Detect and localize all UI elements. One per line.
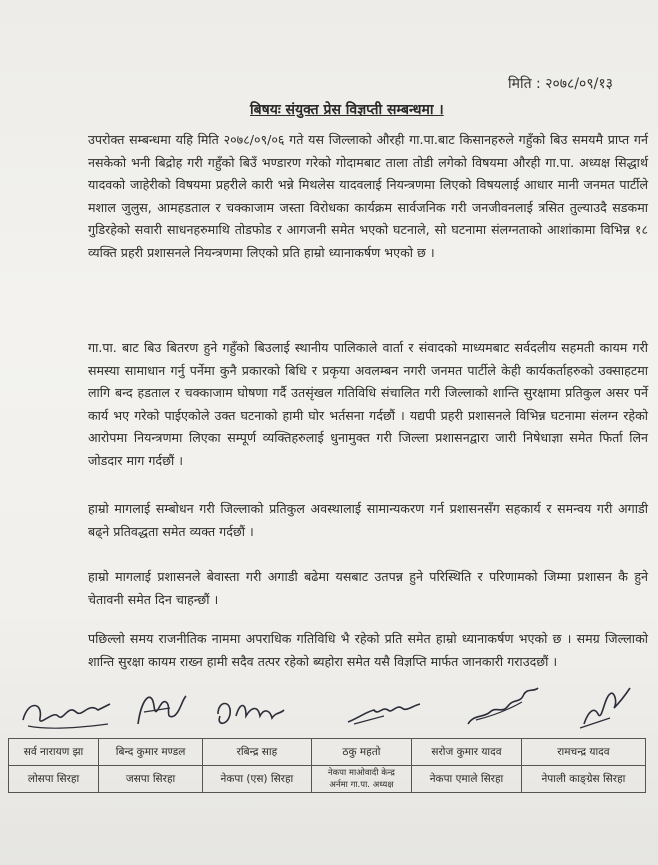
signatory-party: नेकपा (एस) सिरहा bbox=[203, 766, 312, 793]
paragraph-3: हाम्रो मागलाई सम्बोधन गरी जिल्लाको प्रतिकुल अवस्थालाई सामान्यकरण गर्न प्रशासनसँग सहकार्य र समन्वय गरी अगाडी बढ्ने प्रतिवद्धता समेत व्यक्त गर्दछौं । bbox=[88, 501, 648, 539]
signature-2 bbox=[130, 686, 190, 732]
signatory-party-row bbox=[9, 766, 646, 793]
signatory-party: जसपा सिरहा bbox=[99, 766, 203, 793]
signature-6 bbox=[574, 684, 634, 732]
paragraph-5: पछिल्लो समय राजनीतिक नाममा अपराधिक गतिविधि भै रहेको प्रति समेत हाम्रो ध्यानाकर्षण भएको छ । समग्र जिल्लाको शान्ति सुरक्षा कायम राख्न हामी सदैव तत्पर रहेको ब्यहोरा समेत यसै विज्ञप्ति मार्फत जानकारी गराउदछौं । bbox=[88, 631, 648, 669]
signatory-name: सर्व नारायण झा bbox=[9, 739, 99, 766]
signatory-party-secondary: अर्नमा गा.पा. अध्यक्ष bbox=[329, 780, 394, 790]
signatory-party: लोसपा सिरहा bbox=[9, 766, 99, 793]
signatory-name: ठकु महतो bbox=[311, 739, 411, 766]
signature-strip bbox=[0, 684, 658, 739]
letter-subject: बिषयः संयुक्त प्रेस विज्ञप्ती सम्बन्धमा । bbox=[250, 102, 444, 118]
paragraph-2: गा.पा. बाट बिउ बितरण हुने गहुँको बिउलाई स्थानीय पालिकाले वार्ता र संवादको माध्यमबाट सर्वदलीय सहमती कायम गरी समस्या सामाधान गर्नु पर्नेमा कुनै प्रकारको बिधि र प्रकृया अवलम्बन नगरी जनमत पार्टीले केही कार्यकर्ताहरुको उक्साहटमा लागि बन्द हडताल र चक्काजाम घोषणा गर्दै उतसृंखल गतिविधि संचालित गरी जिल्लाको शान्ति सुरक्षामा प्रतिकुल असर पर्ने कार्य भए गरेको पाईएकोले उक्त घटनाको हामी घोर भर्तसना गर्दछौं । यद्यपी प्रहरी प्रशासनले विभिन्न घटनामा संलग्न रहेको आरोपमा नियन्त्रणमा लिएका सम्पूर्ण व्यक्तिहरुलाई धुनामुक्त गरी जिल्ला प्रशासनद्वारा जारी निषेधाज्ञा समेत फिर्ता लिन जोडदार माग गर्दछौं । bbox=[88, 340, 648, 468]
signature-5 bbox=[462, 684, 542, 730]
paragraph-1: उपरोक्त सम्बन्धमा यहि मिति २०७८/०९/०६ गते यस जिल्लाको औरही गा.पा.बाट किसानहरुले गहुँको बिउ समयमै प्राप्त गर्न नसकेको भनी बिद्रोह गरी गहुँको बिउँ भण्डारण गरेको गोदामबाट ताला तोडी लगेको विषयमा औरही गा.पा. अध्यक्ष सिद्धार्थ यादवको जाहेरीको विषयमा प्रहरीले कारी भन्ने मिथलेस यादवलाई नियन्त्रणमा लिएको विषयलाई आधार मानी जनमत पार्टीले मशाल जुलुस, आमहडताल र चक्काजाम जस्ता विरोधका कार्यक्रम सार्वजनिक गरी जनजीवनलाई त्रसित तुल्याउदै सडकमा गुडिरहेको सवारी साधनहरुमाथि तोडफोड र आगजनी समेत भएको घटनाले, सो घटनामा संलग्नताको आशांकामा विभिन्न १८ व्यक्ति प्रहरी प्रशासनले नियन्त्रणमा लिएको प्रति हाम्रो ध्यानाकर्षण भएको छ । bbox=[88, 132, 648, 260]
letter-date: मिति : २०७८/०९/१३ bbox=[508, 76, 613, 92]
signatory-party-cell bbox=[311, 766, 411, 793]
signatory-party: नेपाली काङ्ग्रेस सिरहा bbox=[521, 766, 645, 793]
signatory-name: रामचन्द्र यादव bbox=[521, 739, 645, 766]
signatory-name: बिन्द कुमार मण्डल bbox=[99, 739, 203, 766]
signatory-party: नेकपा माओवादी केन्द्र bbox=[327, 768, 395, 778]
signatory-party: नेकपा एमाले सिरहा bbox=[412, 766, 522, 793]
signatories-table bbox=[8, 738, 646, 793]
signatory-name: रबिन्द्र साह bbox=[203, 739, 312, 766]
signature-1 bbox=[18, 690, 118, 734]
signatory-name-row bbox=[9, 739, 646, 766]
signature-3 bbox=[212, 692, 287, 732]
signatory-name: सरोज कुमार यादव bbox=[412, 739, 522, 766]
paragraph-4: हाम्रो मागलाई प्रशासनले बेवास्ता गरी अगाडी बढेमा यसबाट उतपन्न हुने परिस्थिति र परिणामको जिम्मा प्रशासन कै हुने चेतावनी समेत दिन चाहन्छौं । bbox=[88, 569, 648, 607]
signature-4 bbox=[344, 696, 424, 730]
